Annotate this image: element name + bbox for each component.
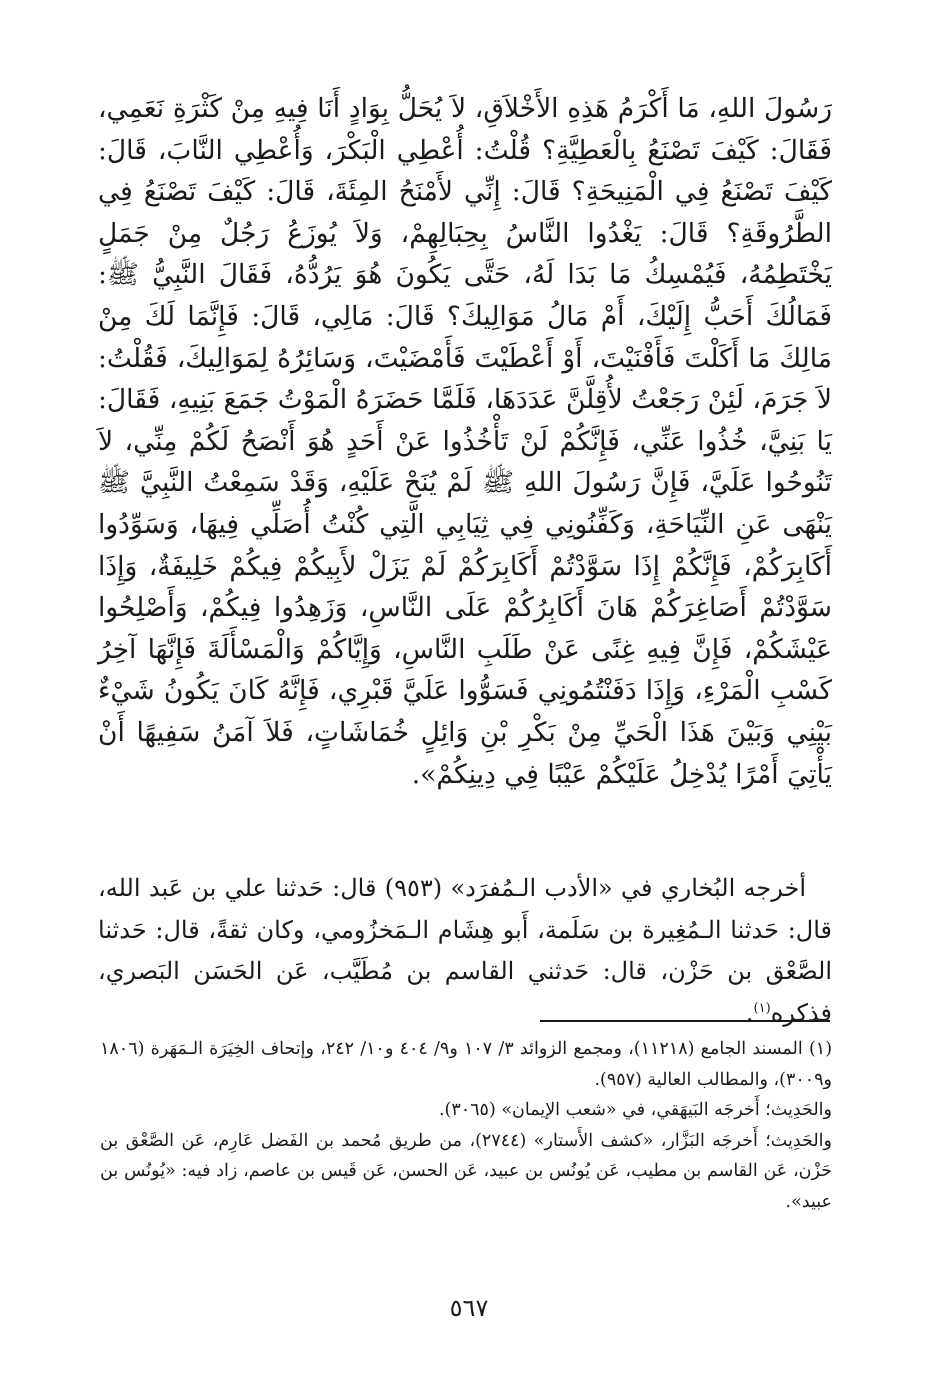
- footnote-separator-line: [540, 1020, 830, 1022]
- takhrij-line: [98, 868, 832, 1034]
- takhrij-text: أخرجه البُخاري في «الأدب الـمُفرَد» (٩٥٣) قال: حَدثنا علي بن عَبد الله، قال: حَدثنا الـمُغِيرة بن سَلَمة، أَبو هِشَام الـمَخزُومي، وكان ثقةً، قال: حَدثنا الصَّعْق بن حَزْن، قال: حَدثني القاسم بن مُطَيَّب، عَن الحَسَن البَصري، فذكره: [98, 874, 832, 1027]
- footnote-1-bazzar: والحَدِيث؛ أَخرجَه البَزَّار، «كشف الأَستار» (٢٧٤٤)، من طريق مُحمد بن الفَضل عَارِم، عَن الصَّعْق بن حَزْن، عَن القاسم بن مطيب، عَن يُونُس بن عبيد، عَن الحسن، عَن قَيس بن عاصم، زاد فيه: «يُونُس بن عبيد».: [100, 1130, 832, 1212]
- footnote-1-sources: (١) المسند الجامع (١١٢١٨)، ومجمع الزوائد ٣/ ١٠٧ و٩/ ٤٠٤ و١٠/ ٢٤٢، وإتحاف الخِيَرَة الـمَهَرة (١٨٠٦ و٣٠٠٩)، والمطالب العالية (٩٥٧).: [100, 1039, 833, 1090]
- page-number: ٥٦٧: [449, 1294, 489, 1322]
- footnote-reference-mark: (١): [753, 1000, 771, 1016]
- takhrij-end: .: [745, 998, 754, 1027]
- footnotes-block: [100, 1034, 832, 1274]
- footnote-1-bayhaqi: والحَدِيث؛ أَخرجَه البَيهَقي، في «شعب الإيمان» (٣٠٦٥).: [438, 1100, 832, 1120]
- hadith-body-text: رَسُولَ اللهِ، مَا أَكْرَمُ هَذِهِ الأَخْلاَقِ، لاَ يُحَلُّ بِوَادٍ أَنَا فِيهِ مِنْ كَثْرَةِ نَعَمِي، فَقَالَ: كَيْفَ تَصْنَعُ بِالْعَطِيَّةِ؟ قُلْتُ: أُعْطِي الْبَكْرَ، وَأُعْطِي النَّابَ، قَالَ: كَيْفَ تَصْنَعُ فِي الْمَنِيحَةِ؟ قَالَ: إِنِّي لأَمْنَحُ المِئَةَ، قَالَ: كَيْفَ تَصْنَعُ فِي الطَّرُوقَةِ؟ قَالَ: يَغْدُوا النَّاسُ بِحِبَالِهِمْ، وَلاَ يُوزَعُ رَجُلٌ مِنْ جَمَلٍ يَخْتَطِمُهُ، فَيُمْسِكُ مَا بَدَا لَهُ، حَتَّى يَكُونَ هُوَ يَرُدُّهُ، فَقَالَ النَّبِيُّ ﷺ: فَمَالُكَ أَحَبُّ إِلَيْكَ، أَمْ مَالُ مَوَالِيكَ؟ قَالَ: مَالِي، قَالَ: فَإِنَّمَا لَكَ مِنْ مَالِكَ مَا أَكَلْتَ فَأَفْنَيْتَ، أَوْ أَعْطَيْتَ فَأَمْضَيْتَ، وَسَائِرُهُ لِمَوَالِيكَ، فَقُلْتُ: لاَ جَرَمَ، لَئِنْ رَجَعْتُ لأُقِلَّنَّ عَدَدَهَا، فَلَمَّا حَضَرَهُ الْمَوْتُ جَمَعَ بَنِيهِ، فَقَالَ: يَا بَنِيَّ، خُذُوا عَنِّي، فَإِنَّكُمْ لَنْ تَأْخُذُوا عَنْ أَحَدٍ هُوَ أَنْصَحُ لَكُمْ مِنِّي، لاَ تَنُوحُوا عَلَيَّ، فَإِنَّ رَسُولَ اللهِ ﷺ لَمْ يُنَحْ عَلَيْهِ، وَقَدْ سَمِعْتُ النَّبِيَّ ﷺ يَنْهَى عَنِ النِّيَاحَةِ، وَكَفِّنُونِي فِي ثِيَابِي الَّتِي كُنْتُ أُصَلِّي فِيهَا، وَسَوِّدُوا أَكَابِرَكُمْ، فَإِنَّكُمْ إِذَا سَوَّدْتُمْ أَكَابِرَكُمْ لَمْ يَزَلْ لأَبِيكُمْ فِيكُمْ خَلِيفَةٌ، وَإِذَا سَوَّدْتُمْ أَصَاغِرَكُمْ هَانَ أَكَابِرُكُمْ عَلَى النَّاسِ، وَزَهِدُوا فِيكُمْ، وَأَصْلِحُوا عَيْشَكُمْ، فَإِنَّ فِيهِ غِنًى عَنْ طَلَبِ النَّاسِ، وَإِيَّاكُمْ وَالْمَسْأَلَةَ فَإِنَّهَا آخِرُ كَسْبِ الْمَرْءِ، وَإِذَا دَفَنْتُمُونِي فَسَوُّوا عَلَيَّ قَبْرِي، فَإِنَّهُ كَانَ يَكُونُ شَيْءٌ بَيْنِي وَبَيْنَ هَذَا الْحَيِّ مِنْ بَكْرِ بْنِ وَائِلٍ خُمَاشَاتٍ، فَلاَ آمَنُ سَفِيهًا أَنْ يَأْتِيَ أَمْرًا يُدْخِلُ عَلَيْكُمْ عَيْبًا فِي دِينِكُمْ».: [98, 93, 832, 790]
- takhrij-paragraph: [98, 868, 832, 1027]
